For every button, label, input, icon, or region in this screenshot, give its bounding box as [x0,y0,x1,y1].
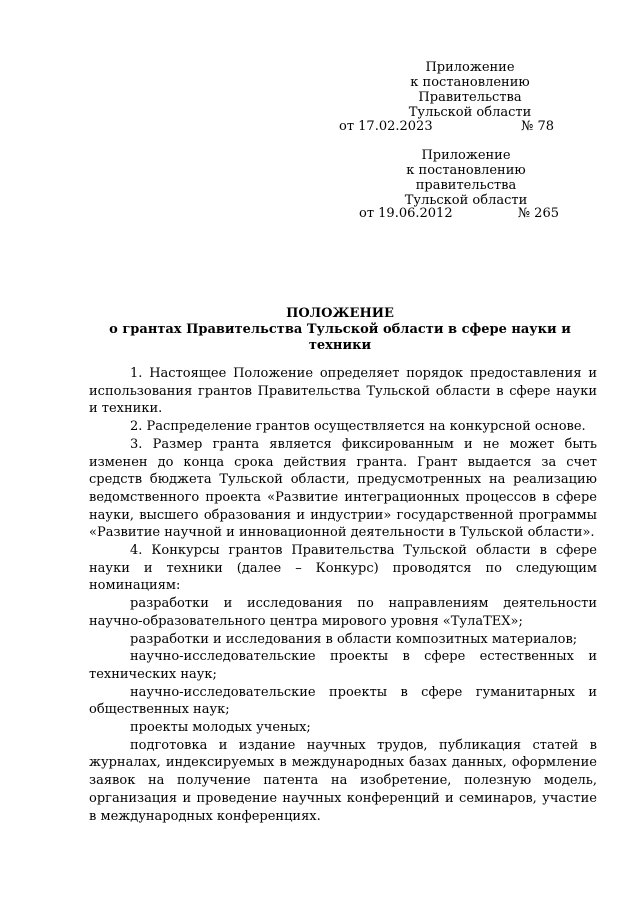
paragraph-1: 1. Настоящее Положение определяет порядок предоставления и использования грантов Правительства Тульской области в сфере науки и техники. [89,366,597,417]
nomination-item: подготовка и издание научных трудов, публикация статей в журналах, индексируемых в международных базах данных, оформление заявок на получение патента на изобретение, полезную модель, организация и проведение научных конференций и семинаров, участие в международных конференциях. [89,737,597,824]
nomination-item: проекты молодых ученых; [130,720,311,736]
stamp-line: Тульской области [404,193,528,208]
resolution-dateline-2012 [359,206,559,221]
appendix-stamp-2012 [360,148,572,208]
appendix-stamp-2023 [360,60,580,120]
resolution-date: от 17.02.2023 [339,119,433,134]
stamp-line: Приложение [421,148,511,163]
nomination-item: научно-исследовательские проекты в сфере естественных и технических наук; [89,649,597,682]
resolution-number: № 78 [521,119,554,134]
title-line-2: о грантах Правительства Тульской области в сфере науки и техники [109,322,571,353]
paragraph-4: 4. Конкурсы грантов Правительства Тульской области в сфере науки и техники (далее – Конкурс) проводятся по следующим номинациям: [89,543,597,594]
resolution-dateline-2023 [339,119,554,134]
title-line-1: ПОЛОЖЕНИЕ [286,306,394,321]
resolution-number: № 265 [517,206,559,221]
document-body [89,365,597,825]
resolution-date: от 19.06.2012 [359,206,453,221]
nomination-item: разработки и исследования в области композитных материалов; [130,631,578,647]
nomination-item: научно-исследовательские проекты в сфере гуманитарных и общественных наук; [89,684,597,718]
stamp-line: Приложение [425,60,515,75]
document-title [100,306,580,354]
paragraph-3: 3. Размер гранта является фиксированным и не может быть изменен до конца срока действия гранта. Грант выдается за счет средств бюджета Тульской области, предусмотренных на реализацию ведомственного проекта «Развитие интеграционных процессов в сфере науки, высшего образования и индустрии» государственной программы «Развитие научной и инновационной деятельности в Тульской области». [89,436,597,541]
stamp-line: к постановлению Правительства [410,75,530,105]
nomination-item: разработки и исследования по направлениям деятельности научно-образовательного центра мирового уровня «ТулаТЕХ»; [89,596,597,629]
paragraph-2: 2. Распределение грантов осуществляется на конкурсной основе. [130,419,586,435]
stamp-line: Тульской области [408,105,532,120]
stamp-line: к постановлению правительства [406,163,526,193]
